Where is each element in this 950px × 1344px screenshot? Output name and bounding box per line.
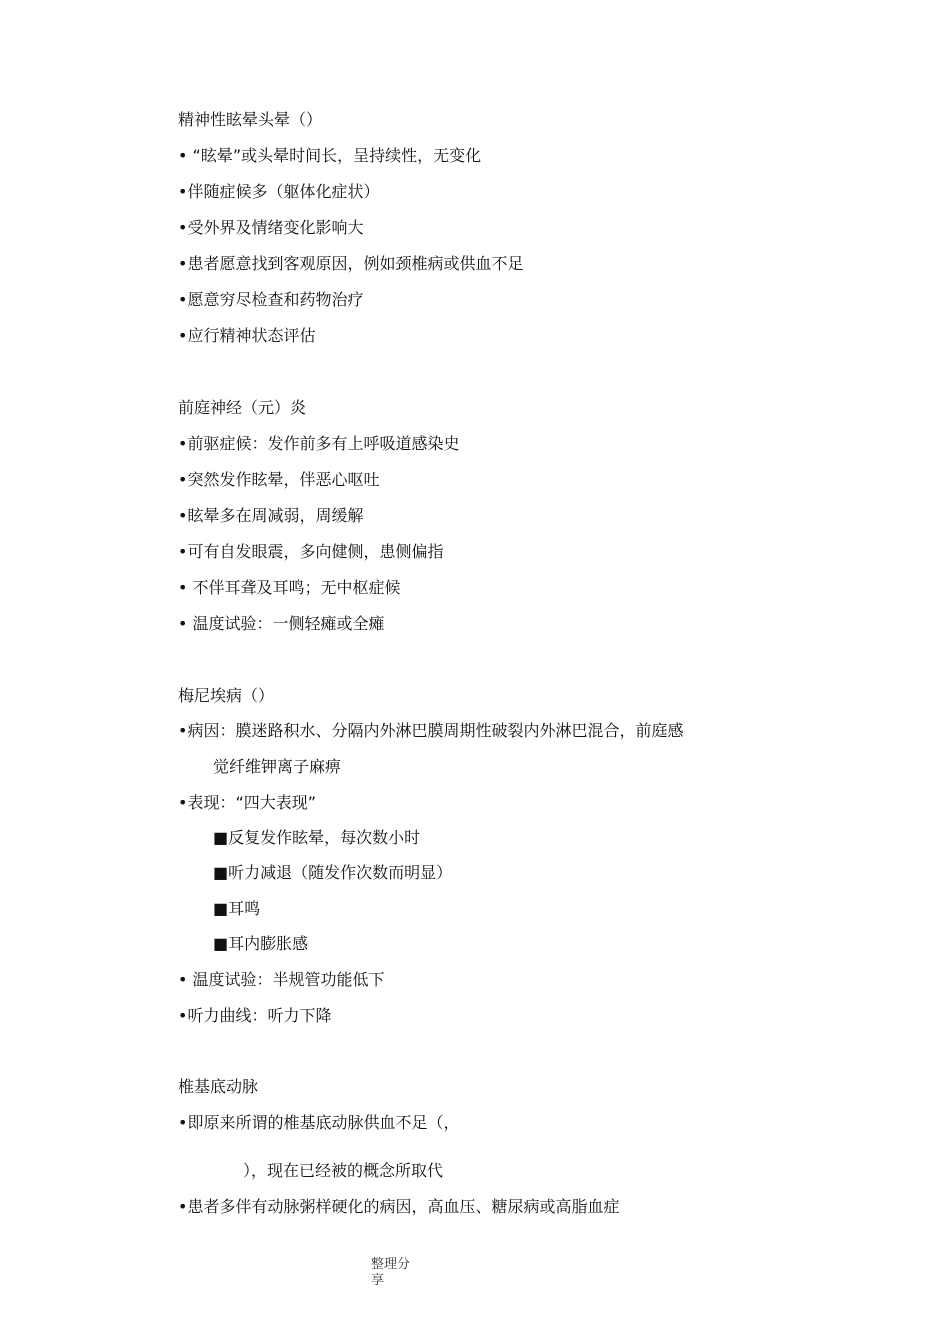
section-title-vertebrobasilar: 椎基底动脉	[178, 1077, 259, 1096]
sub-list-item: ■听力减退（随发作次数而明显）	[213, 863, 453, 882]
footer-text-line2: 享	[371, 1273, 385, 1288]
list-item: •应行精神状态评估	[178, 326, 316, 345]
list-item-cause-continued: 觉纤维钾离子麻痹	[213, 757, 342, 776]
list-item: •愿意穷尽检查和药物治疗	[178, 290, 364, 309]
list-item: •受外界及情绪变化影响大	[178, 218, 364, 237]
list-item-hearing-curve: •听力曲线：听力下降	[178, 1006, 332, 1025]
list-item: • “眩晕”或头晕时间长，呈持续性，无变化	[178, 146, 482, 165]
section-title-psychogenic-vertigo: 精神性眩晕头晕（）	[178, 110, 323, 129]
list-item: •即原来所谓的椎基底动脉供血不足（，	[178, 1113, 460, 1132]
section-title-menieres-disease: 梅尼埃病（）	[178, 686, 275, 705]
list-item: • 温度试验：一侧轻瘫或全瘫	[178, 614, 385, 633]
list-item-temperature-test: • 温度试验：半规管功能低下	[178, 970, 385, 989]
list-item: •可有自发眼震，多向健侧，患侧偏指	[178, 542, 444, 561]
list-item: •患者多伴有动脉粥样硬化的病因，高血压、糖尿病或高脂血症	[178, 1197, 620, 1216]
footer-text-line1: 整理分	[371, 1257, 411, 1272]
list-item: • 不伴耳聋及耳鸣；无中枢症候	[178, 578, 401, 597]
list-item: •前驱症候：发作前多有上呼吸道感染史	[178, 434, 460, 453]
list-item: •患者愿意找到客观原因，例如颈椎病或供血不足	[178, 254, 524, 273]
sub-list-item: ■反复发作眩晕，每次数小时	[213, 828, 421, 847]
list-item: •突然发作眩晕，伴恶心呕吐	[178, 470, 380, 489]
list-item: •眩晕多在周减弱，周缓解	[178, 506, 364, 525]
list-item: •伴随症候多（躯体化症状）	[178, 182, 380, 201]
sub-list-item: ■耳鸣	[213, 899, 261, 918]
list-item-cause: •病因：膜迷路积水、分隔内外淋巴膜周期性破裂内外淋巴混合，前庭感	[178, 721, 684, 740]
section-title-vestibular-neuritis: 前庭神经（元）炎	[178, 398, 307, 417]
list-item-continued: ），现在已经被的概念所取代	[243, 1161, 444, 1180]
list-item-manifestations: •表现：“四大表现”	[178, 793, 317, 812]
sub-list-item: ■耳内膨胀感	[213, 934, 309, 953]
